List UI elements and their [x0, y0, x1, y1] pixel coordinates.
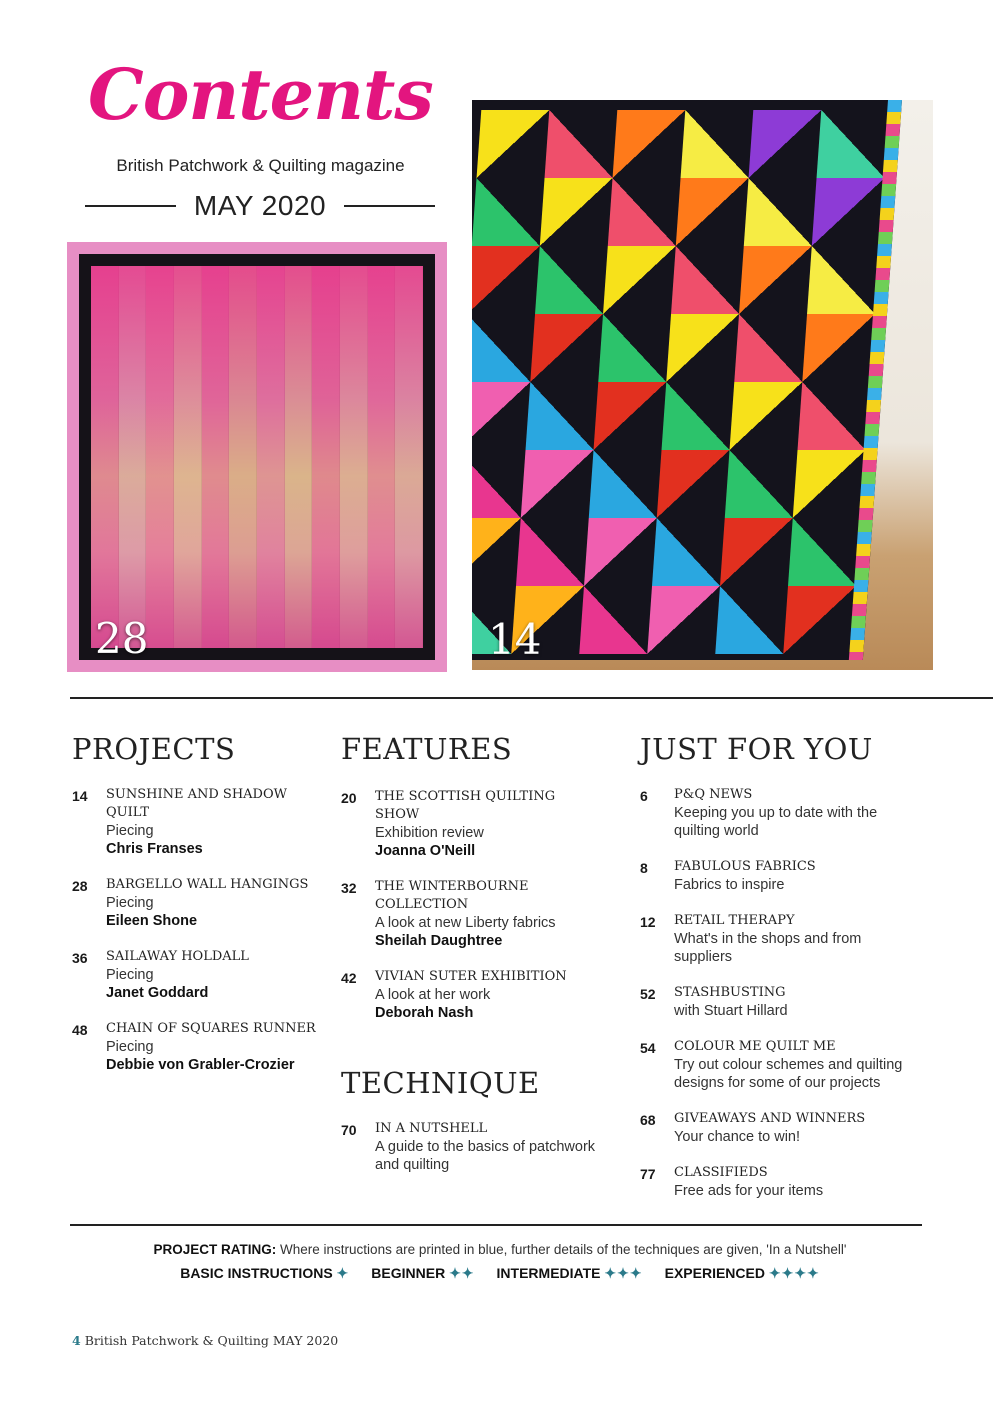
entry-body	[674, 1110, 920, 1146]
divider	[70, 697, 993, 699]
contents-entry[interactable]	[341, 788, 601, 860]
entry-body	[674, 1164, 920, 1200]
bargello-quilt-image[interactable]	[67, 242, 447, 672]
entry-body	[375, 788, 601, 860]
section-heading-just-for-you: JUST FOR YOU	[640, 732, 873, 766]
contents-entry[interactable]	[640, 786, 920, 840]
entry-page-number: 36	[72, 950, 88, 966]
entry-page-number: 52	[640, 986, 656, 1002]
entry-description: Piecing	[106, 967, 154, 983]
image-page-number: 14	[488, 615, 542, 664]
issue-date: MAY 2020	[193, 190, 327, 221]
projects-list	[72, 786, 322, 1074]
entry-title: VIVIAN SUTER EXHIBITION	[375, 969, 567, 984]
entry-body	[674, 786, 920, 840]
rating-label: PROJECT RATING:	[153, 1242, 277, 1257]
entry-body	[674, 912, 920, 966]
entry-page-number: 68	[640, 1112, 656, 1128]
contents-entry[interactable]	[640, 858, 920, 894]
just-for-you-column	[640, 732, 920, 1218]
contents-entry[interactable]	[72, 786, 322, 858]
features-column	[341, 732, 601, 1040]
image-page-number: 28	[95, 614, 149, 663]
entry-title: CLASSIFIEDS	[674, 1165, 768, 1180]
entry-page-number: 12	[640, 914, 656, 930]
entry-description: Piecing	[106, 895, 154, 911]
entry-body	[106, 948, 322, 1002]
entry-author: Joanna O'Neill	[375, 843, 476, 859]
diamond-icon: ✦✦✦✦	[768, 1265, 820, 1281]
divider	[344, 205, 435, 207]
entry-author: Deborah Nash	[375, 1005, 474, 1021]
entry-author: Janet Goddard	[106, 985, 209, 1001]
entry-body	[674, 858, 920, 894]
features-list	[341, 788, 601, 1022]
entry-body	[106, 876, 322, 930]
entry-description: A look at new Liberty fabrics	[375, 915, 556, 931]
diamond-icon: ✦✦✦	[604, 1265, 643, 1281]
contents-entry[interactable]	[640, 1164, 920, 1200]
entry-page-number: 14	[72, 788, 88, 804]
entry-description: A guide to the basics of patchwork and quilting	[375, 1139, 596, 1173]
entry-title: IN A NUTSHELL	[375, 1121, 488, 1136]
entry-title: FABULOUS FABRICS	[674, 859, 816, 874]
rating-level: BASIC INSTRUCTIONS ✦	[180, 1265, 350, 1281]
divider	[70, 1224, 922, 1226]
entry-page-number: 77	[640, 1166, 656, 1182]
entry-description: Piecing	[106, 1039, 154, 1055]
contents-entry[interactable]	[341, 878, 601, 950]
entry-body	[106, 1020, 322, 1074]
entry-description: with Stuart Hillard	[674, 1003, 788, 1019]
project-rating	[70, 1242, 930, 1257]
issue-date-row	[85, 186, 435, 226]
entry-description: Fabrics to inspire	[674, 877, 785, 893]
entry-page-number: 48	[72, 1022, 88, 1038]
rating-level: BEGINNER ✦✦	[371, 1265, 475, 1281]
entry-body	[375, 878, 601, 950]
contents-entry[interactable]	[640, 1038, 920, 1092]
contents-entry[interactable]	[341, 1120, 601, 1174]
magazine-subtitle: British Patchwork & Quilting magazine	[116, 156, 405, 175]
contents-entry[interactable]	[72, 1020, 322, 1074]
entry-description: Your chance to win!	[674, 1129, 801, 1145]
contents-entry[interactable]	[640, 984, 920, 1020]
entry-title: STASHBUSTING	[674, 985, 786, 1000]
contents-entry[interactable]	[72, 876, 322, 930]
entry-description: A look at her work	[375, 987, 491, 1003]
entry-author: Eileen Shone	[106, 913, 198, 929]
entry-title: COLOUR ME QUILT ME	[674, 1039, 836, 1054]
entry-description: Exhibition review	[375, 825, 484, 841]
section-heading-projects: PROJECTS	[72, 732, 236, 766]
entry-page-number: 20	[341, 790, 357, 806]
rating-level: EXPERIENCED ✦✦✦✦	[664, 1265, 820, 1281]
entry-page-number: 8	[640, 860, 648, 876]
rating-level: INTERMEDIATE ✦✦✦	[496, 1265, 643, 1281]
entry-title: THE WINTERBOURNE COLLECTION	[375, 879, 529, 912]
entry-page-number: 28	[72, 878, 88, 894]
entry-description: Try out colour schemes and quilting designs for some of our projects	[674, 1057, 903, 1091]
sunshine-quilt-image[interactable]	[472, 100, 933, 670]
section-heading-technique: TECHNIQUE	[341, 1066, 540, 1100]
footer-page-number: 4	[72, 1333, 81, 1348]
entry-page-number: 6	[640, 788, 648, 804]
technique-column	[341, 1066, 601, 1192]
rating-text: Where instructions are printed in blue, further details of the techniques are given, 'In a Nutshell'	[280, 1242, 847, 1257]
quilt-cloth	[472, 100, 902, 660]
contents-entry[interactable]	[72, 948, 322, 1002]
entry-title: SUNSHINE AND SHADOW QUILT	[106, 787, 288, 820]
entry-description: Keeping you up to date with the quilting world	[674, 805, 878, 839]
just-for-you-list	[640, 786, 920, 1200]
rating-levels	[70, 1265, 930, 1282]
entry-description: Free ads for your items	[674, 1183, 824, 1199]
quilt-pattern	[472, 110, 889, 654]
entry-author: Sheilah Daughtree	[375, 933, 503, 949]
entry-body	[674, 984, 920, 1020]
entry-title: GIVEAWAYS AND WINNERS	[674, 1111, 866, 1126]
entry-author: Debbie von Grabler-Crozier	[106, 1057, 295, 1073]
entry-title: SAILAWAY HOLDALL	[106, 949, 249, 964]
entry-page-number: 42	[341, 970, 357, 986]
entry-page-number: 54	[640, 1040, 656, 1056]
entry-title: CHAIN OF SQUARES RUNNER	[106, 1021, 316, 1036]
entry-body	[375, 968, 601, 1022]
page-title: Contents	[88, 53, 433, 136]
contents-entry[interactable]	[640, 1110, 920, 1146]
entry-body	[106, 786, 322, 858]
entry-description: Piecing	[106, 823, 154, 839]
diamond-icon: ✦✦	[449, 1265, 475, 1281]
page-footer	[72, 1333, 338, 1348]
entry-body	[375, 1120, 601, 1174]
diamond-icon: ✦	[336, 1265, 350, 1281]
technique-list	[341, 1120, 601, 1174]
contents-entry[interactable]	[640, 912, 920, 966]
footer-text: British Patchwork & Quilting MAY 2020	[84, 1333, 339, 1348]
section-heading-features: FEATURES	[341, 732, 513, 766]
contents-entry[interactable]	[341, 968, 601, 1022]
entry-title: P&Q NEWS	[674, 787, 753, 802]
entry-author: Chris Franses	[106, 841, 203, 857]
entry-description: What's in the shops and from suppliers	[674, 931, 862, 965]
entry-page-number: 32	[341, 880, 357, 896]
divider	[85, 205, 176, 207]
projects-column	[72, 732, 322, 1092]
entry-page-number: 70	[341, 1122, 357, 1138]
entry-title: RETAIL THERAPY	[674, 913, 795, 928]
entry-body	[674, 1038, 920, 1092]
entry-title: THE SCOTTISH QUILTING SHOW	[375, 789, 556, 822]
entry-title: BARGELLO WALL HANGINGS	[106, 877, 309, 892]
